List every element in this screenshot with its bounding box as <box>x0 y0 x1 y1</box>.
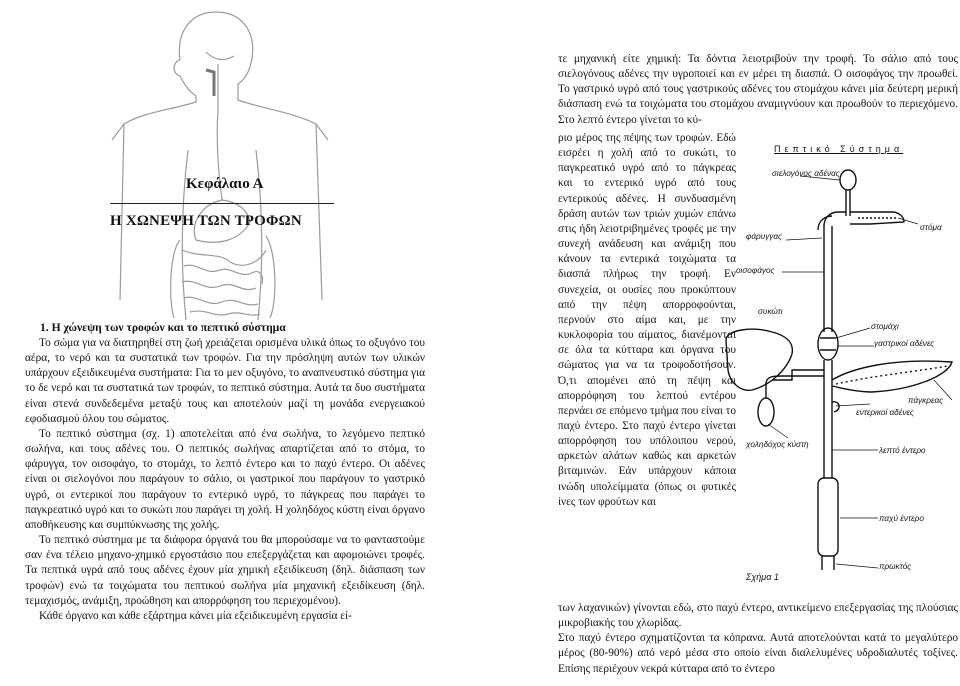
label-mouth: στόμα <box>920 223 942 232</box>
label-stomach: στομάχι <box>871 322 899 331</box>
label-large-intestine: παχύ έντερο <box>879 514 924 523</box>
paragraph: Το πεπτικό σύστημα με τα διάφορα όργανά του θα μπορούσαμε να το φανταστούμε σαν ένα τέλειο μηχανο-χημικό εργοστάσιο που επεξεργάζεται και αφομοιώνει τροφές. Τα πεπτικά υγρά από τους αδένες έχουν μία χημική εξειδίκευση (δηλ. διάσπαση των τροφών) ενώ τα τοιχώματα του πεπτικού σωλήνα μία μηχανική εξειδίκευση (δηλ. τεμαχισμός, ανάμιξη, προώθηση και απορρόφηση του περιεχομένου). <box>25 534 425 607</box>
label-pancreas: πάγκρεας <box>908 396 944 405</box>
label-esophagus: οισοφάγος <box>736 266 775 275</box>
label-gastric-glands: γαστρικοί αδένες <box>874 339 935 348</box>
label-liver: συκώτι <box>758 307 783 316</box>
left-body-text <box>25 336 425 624</box>
paragraph: Στο παχύ έντερο σχηματίζονται τα κόπρανα. Αυτά αποτελούνται κατά το μεγαλύτερο μέρος (80-90%) από νερό μέσα στο οποίο είναι διαλελυμένες υδροδιαλυτές τοξίνες. Επίσης περιέχουν νεκρά κύτταρα από το έντερο <box>558 632 958 675</box>
page-gutter <box>436 0 546 686</box>
right-bottom-text <box>558 601 958 677</box>
paragraph: τε μηχανική είτε χημική: Τα δόντια λειοτριβούν την τροφή. Το σάλιο από τους σιελογόνους αδένες την υγροποιεί και εν μέρει τη διασπά. Ο οισοφάγος την προωθεί. Το γαστρικό υγρό από τους γαστρικούς αδένες του στομάχου κάνει μία δεύτερη μερική διάσπαση ενώ τα τοιχώματα του στομάχου αναμιγνύουν και προωθούν το περιεχόμενο. Στο λεπτό έντερο γίνεται το κύ- <box>558 53 958 126</box>
chapter-label: Κεφάλαιο Α <box>186 176 264 192</box>
body-silhouette-illustration <box>110 0 330 320</box>
left-page <box>0 0 436 686</box>
label-intestinal-glands: εντερικοί αδένες <box>856 408 914 417</box>
paragraph: Το σώμα για να διατηρηθεί στη ζωή χρειάζεται ορισμένα υλικά όπως το οξυγόνο του αέρα, το νερό και τα συστατικά των τροφών. Για την πρόσληψη αυτών των υλικών υπάρχουν εξειδικευμένα συστήματα: Για το μεν οξυγόνο, το αναπνευστικό σύστημα για το δε νερό και τα συστατικά των τροφών, το πεπτικό σύστημα. Αυτά τα δυο συστήματα είναι στενά συνδεδεμένα μεταξύ τους και αποτελούν μαζί τη μονάδα ενεργειακού εφοδιασμού όλου του σώματος. <box>25 337 425 425</box>
figure-caption: Σχήμα 1 <box>746 572 779 582</box>
figure-title: Πεπτικό Σύστημα <box>774 144 904 154</box>
paragraph: Κάθε όργανο και κάθε εξάρτημα κάνει μία εξειδικευμένη εργασία εί- <box>39 609 352 622</box>
right-top-text <box>558 52 958 128</box>
paragraph: Το πεπτικό σύστημα (σχ. 1) αποτελείται από ένα σωλήνα, το λεγόμενο πεπτικό σωλήνα, και τους αδένες του. Ο πεπτικός σωλήνας απαρτίζεται από το στόμα, το φάρυγγα, τον οισοφάγο, το στομάχι, το λεπτό έντερο και το παχύ έντερο. Οι αδένες είναι οι σιελογόνοι που παράγουν το σάλιο, οι γαστρικοί που παράγουν το γαστρικό υγρό, οι εντερικοί που παράγουν το εντερικό υγρό, το πάγκρεας που παράγει το παγκρεατικό υγρό και το συκώτι που παράγει τη χολή. Η χοληδόχος κύστη είναι όργανο αποθήκευσης και συμπύκνωσης της χολής. <box>25 427 425 531</box>
label-salivary-gland: σιελογόνος αδένας <box>772 169 840 178</box>
paragraph: των λαχανικών) γίνονται εδώ, στο παχύ έντερο, αντικείμενο επεξεργασίας της πλούσιας μικροβιακής του χλωρίδας. <box>558 602 958 630</box>
right-side-text <box>558 131 736 510</box>
right-page <box>546 0 960 686</box>
label-rectum: πρωκτός <box>879 562 912 571</box>
label-pharynx: φάρυγγας <box>746 232 783 241</box>
paragraph: ριο μέρος της πέψης των τροφών. Εδώ εισρέει η χολή από το συκώτι, το παγκρεατικό υγρό από το πάγκρεας και το εντερικό υγρό από τους εντερικούς αδένες. Η συνδυασμένη δράση αυτών των τριών χυμών επάνω στις ήδη λειοτριβημένες τροφές με την συνεχή ανάδευση και ανάμιξη που κάνουν τα εντερικά τοιχώματα τα διασπά πλήρως την τροφή. Εν συνεχεία, οι ουσίες που προκύπτουν από την πέψη απορροφούνται, περνούν στο αίμα και, με την κυκλοφορία του αίματος, διανέμονται σε όλα τα κύτταρα και όργανα του σώματος για να τα τροφοδοτήσουν. Ό,τι απομένει από τη πέψη και απορρόφηση του λεπτού εντέρου περνάει σε επόμενο τμήμα που είναι το παχύ έντερο. Στο παχύ έντερο γίνεται απορρόφηση του υπόλοιπου νερού, αρκετών αλάτων καθώς και αρκετών βιταμινών. Εάν υπάρχουν κάποια ινώδη υπολείμματα (όπως οι φυτικές ίνες των φρούτων και <box>558 132 736 508</box>
label-small-intestine: λεπτό έντερο <box>879 446 926 455</box>
section-heading: 1. Η χώνεψη των τροφών και το πεπτικό σύστημα <box>40 321 286 334</box>
label-gallbladder: χοληδόχος κύστη <box>746 440 809 449</box>
chapter-title: Η ΧΩΝΕΨΗ ΤΩΝ ΤΡΟΦΩΝ <box>110 213 302 229</box>
chapter-divider <box>110 203 334 204</box>
